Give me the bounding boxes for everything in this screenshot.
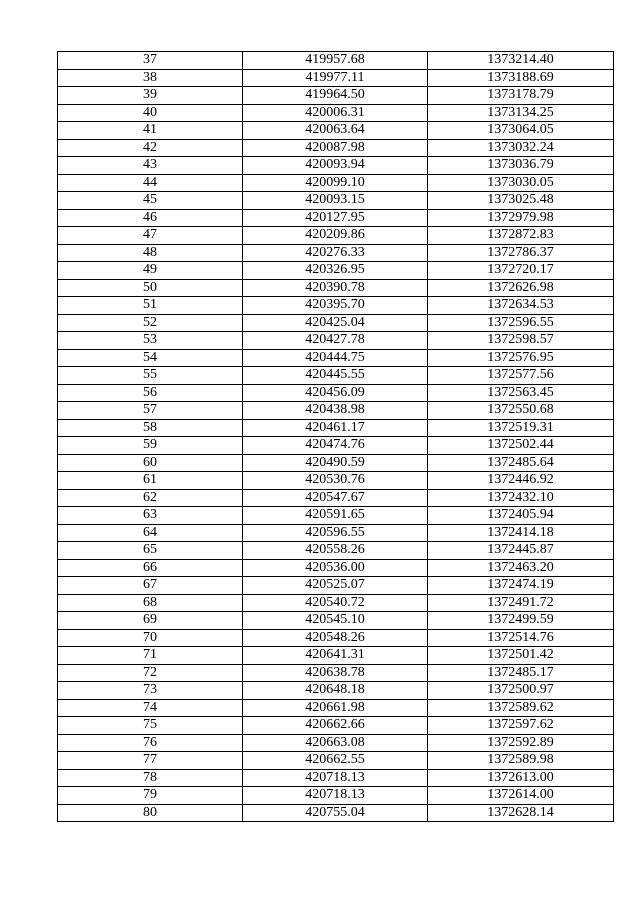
- y-coordinate-cell: 1372500.97: [428, 682, 614, 700]
- point-number-cell: 58: [58, 419, 243, 437]
- point-number-cell: 53: [58, 332, 243, 350]
- y-coordinate-cell: 1373178.79: [428, 87, 614, 105]
- table-row: [58, 262, 614, 280]
- table-row: [58, 104, 614, 122]
- table-row: [58, 507, 614, 525]
- point-number-cell: 40: [58, 104, 243, 122]
- y-coordinate-cell: 1372514.76: [428, 629, 614, 647]
- table-row: [58, 647, 614, 665]
- x-coordinate-cell: 420425.04: [243, 314, 428, 332]
- point-number-cell: 56: [58, 384, 243, 402]
- table-row: [58, 682, 614, 700]
- y-coordinate-cell: 1372446.92: [428, 472, 614, 490]
- table-row: [58, 244, 614, 262]
- y-coordinate-cell: 1372592.89: [428, 734, 614, 752]
- point-number-cell: 76: [58, 734, 243, 752]
- table-row: [58, 454, 614, 472]
- y-coordinate-cell: 1372485.17: [428, 664, 614, 682]
- x-coordinate-cell: 420663.08: [243, 734, 428, 752]
- x-coordinate-cell: 420456.09: [243, 384, 428, 402]
- y-coordinate-cell: 1372872.83: [428, 227, 614, 245]
- y-coordinate-cell: 1372485.64: [428, 454, 614, 472]
- x-coordinate-cell: 420093.15: [243, 192, 428, 210]
- table-row: [58, 594, 614, 612]
- point-number-cell: 79: [58, 787, 243, 805]
- x-coordinate-cell: 420718.13: [243, 787, 428, 805]
- x-coordinate-cell: 420093.94: [243, 157, 428, 175]
- table-row: [58, 87, 614, 105]
- x-coordinate-cell: 420525.07: [243, 577, 428, 595]
- y-coordinate-cell: 1372626.98: [428, 279, 614, 297]
- table-row: [58, 332, 614, 350]
- x-coordinate-cell: 420548.26: [243, 629, 428, 647]
- x-coordinate-cell: 420127.95: [243, 209, 428, 227]
- y-coordinate-cell: 1372614.00: [428, 787, 614, 805]
- point-number-cell: 50: [58, 279, 243, 297]
- y-coordinate-cell: 1372979.98: [428, 209, 614, 227]
- x-coordinate-cell: 420006.31: [243, 104, 428, 122]
- point-number-cell: 75: [58, 717, 243, 735]
- y-coordinate-cell: 1373032.24: [428, 139, 614, 157]
- x-coordinate-cell: 420326.95: [243, 262, 428, 280]
- table-row: [58, 122, 614, 140]
- table-row: [58, 297, 614, 315]
- point-number-cell: 51: [58, 297, 243, 315]
- x-coordinate-cell: 420063.64: [243, 122, 428, 140]
- point-number-cell: 49: [58, 262, 243, 280]
- point-number-cell: 57: [58, 402, 243, 420]
- x-coordinate-cell: 420661.98: [243, 699, 428, 717]
- table-row: [58, 209, 614, 227]
- table-row: [58, 787, 614, 805]
- y-coordinate-cell: 1372432.10: [428, 489, 614, 507]
- y-coordinate-cell: 1372613.00: [428, 769, 614, 787]
- x-coordinate-cell: 420276.33: [243, 244, 428, 262]
- x-coordinate-cell: 419964.50: [243, 87, 428, 105]
- table-row: [58, 612, 614, 630]
- point-number-cell: 70: [58, 629, 243, 647]
- x-coordinate-cell: 420547.67: [243, 489, 428, 507]
- point-number-cell: 78: [58, 769, 243, 787]
- table-row: [58, 489, 614, 507]
- y-coordinate-cell: 1373025.48: [428, 192, 614, 210]
- x-coordinate-cell: 420445.55: [243, 367, 428, 385]
- y-coordinate-cell: 1372550.68: [428, 402, 614, 420]
- point-number-cell: 54: [58, 349, 243, 367]
- x-coordinate-cell: 420662.66: [243, 717, 428, 735]
- y-coordinate-cell: 1372414.18: [428, 524, 614, 542]
- point-number-cell: 42: [58, 139, 243, 157]
- x-coordinate-cell: 420490.59: [243, 454, 428, 472]
- y-coordinate-cell: 1372720.17: [428, 262, 614, 280]
- x-coordinate-cell: 420395.70: [243, 297, 428, 315]
- point-number-cell: 64: [58, 524, 243, 542]
- x-coordinate-cell: 420648.18: [243, 682, 428, 700]
- x-coordinate-cell: 420530.76: [243, 472, 428, 490]
- y-coordinate-cell: 1373134.25: [428, 104, 614, 122]
- y-coordinate-cell: 1372491.72: [428, 594, 614, 612]
- table-row: [58, 559, 614, 577]
- table-row: [58, 174, 614, 192]
- y-coordinate-cell: 1372474.19: [428, 577, 614, 595]
- x-coordinate-cell: 420474.76: [243, 437, 428, 455]
- point-number-cell: 63: [58, 507, 243, 525]
- table-row: [58, 192, 614, 210]
- document-page: [57, 51, 613, 822]
- table-row: [58, 419, 614, 437]
- table-row: [58, 717, 614, 735]
- x-coordinate-cell: 420536.00: [243, 559, 428, 577]
- point-number-cell: 66: [58, 559, 243, 577]
- coordinates-table: [57, 51, 614, 822]
- table-row: [58, 349, 614, 367]
- point-number-cell: 39: [58, 87, 243, 105]
- table-row: [58, 69, 614, 87]
- y-coordinate-cell: 1372563.45: [428, 384, 614, 402]
- table-row: [58, 437, 614, 455]
- point-number-cell: 45: [58, 192, 243, 210]
- y-coordinate-cell: 1372576.95: [428, 349, 614, 367]
- x-coordinate-cell: 420209.86: [243, 227, 428, 245]
- point-number-cell: 44: [58, 174, 243, 192]
- point-number-cell: 41: [58, 122, 243, 140]
- y-coordinate-cell: 1372405.94: [428, 507, 614, 525]
- table-row: [58, 139, 614, 157]
- y-coordinate-cell: 1372596.55: [428, 314, 614, 332]
- x-coordinate-cell: 420087.98: [243, 139, 428, 157]
- point-number-cell: 60: [58, 454, 243, 472]
- y-coordinate-cell: 1372463.20: [428, 559, 614, 577]
- table-row: [58, 629, 614, 647]
- point-number-cell: 46: [58, 209, 243, 227]
- table-row: [58, 734, 614, 752]
- point-number-cell: 62: [58, 489, 243, 507]
- point-number-cell: 74: [58, 699, 243, 717]
- y-coordinate-cell: 1373030.05: [428, 174, 614, 192]
- x-coordinate-cell: 420641.31: [243, 647, 428, 665]
- x-coordinate-cell: 420427.78: [243, 332, 428, 350]
- table-row: [58, 472, 614, 490]
- y-coordinate-cell: 1372597.62: [428, 717, 614, 735]
- table-row: [58, 542, 614, 560]
- table-row: [58, 769, 614, 787]
- x-coordinate-cell: 420444.75: [243, 349, 428, 367]
- table-row: [58, 279, 614, 297]
- point-number-cell: 67: [58, 577, 243, 595]
- table-row: [58, 664, 614, 682]
- table-row: [58, 577, 614, 595]
- point-number-cell: 61: [58, 472, 243, 490]
- y-coordinate-cell: 1373064.05: [428, 122, 614, 140]
- x-coordinate-cell: 420591.65: [243, 507, 428, 525]
- y-coordinate-cell: 1373036.79: [428, 157, 614, 175]
- point-number-cell: 77: [58, 752, 243, 770]
- table-row: [58, 524, 614, 542]
- table-row: [58, 804, 614, 822]
- point-number-cell: 47: [58, 227, 243, 245]
- y-coordinate-cell: 1372628.14: [428, 804, 614, 822]
- y-coordinate-cell: 1372786.37: [428, 244, 614, 262]
- point-number-cell: 72: [58, 664, 243, 682]
- table-row: [58, 752, 614, 770]
- point-number-cell: 73: [58, 682, 243, 700]
- y-coordinate-cell: 1372577.56: [428, 367, 614, 385]
- y-coordinate-cell: 1372501.42: [428, 647, 614, 665]
- x-coordinate-cell: 420540.72: [243, 594, 428, 612]
- table-row: [58, 157, 614, 175]
- y-coordinate-cell: 1373188.69: [428, 69, 614, 87]
- y-coordinate-cell: 1372589.62: [428, 699, 614, 717]
- table-row: [58, 384, 614, 402]
- table-row: [58, 314, 614, 332]
- table-row: [58, 699, 614, 717]
- y-coordinate-cell: 1372634.53: [428, 297, 614, 315]
- point-number-cell: 71: [58, 647, 243, 665]
- y-coordinate-cell: 1373214.40: [428, 52, 614, 70]
- x-coordinate-cell: 420718.13: [243, 769, 428, 787]
- y-coordinate-cell: 1372598.57: [428, 332, 614, 350]
- point-number-cell: 59: [58, 437, 243, 455]
- x-coordinate-cell: 419977.11: [243, 69, 428, 87]
- x-coordinate-cell: 420638.78: [243, 664, 428, 682]
- x-coordinate-cell: 420390.78: [243, 279, 428, 297]
- x-coordinate-cell: 420755.04: [243, 804, 428, 822]
- table-row: [58, 227, 614, 245]
- x-coordinate-cell: 420099.10: [243, 174, 428, 192]
- x-coordinate-cell: 420596.55: [243, 524, 428, 542]
- point-number-cell: 80: [58, 804, 243, 822]
- table-row: [58, 402, 614, 420]
- x-coordinate-cell: 420461.17: [243, 419, 428, 437]
- point-number-cell: 52: [58, 314, 243, 332]
- x-coordinate-cell: 420662.55: [243, 752, 428, 770]
- point-number-cell: 37: [58, 52, 243, 70]
- y-coordinate-cell: 1372499.59: [428, 612, 614, 630]
- coordinates-table-body: [58, 52, 614, 822]
- point-number-cell: 48: [58, 244, 243, 262]
- point-number-cell: 65: [58, 542, 243, 560]
- point-number-cell: 69: [58, 612, 243, 630]
- point-number-cell: 43: [58, 157, 243, 175]
- x-coordinate-cell: 419957.68: [243, 52, 428, 70]
- x-coordinate-cell: 420438.98: [243, 402, 428, 420]
- x-coordinate-cell: 420558.26: [243, 542, 428, 560]
- point-number-cell: 38: [58, 69, 243, 87]
- table-row: [58, 52, 614, 70]
- y-coordinate-cell: 1372502.44: [428, 437, 614, 455]
- table-row: [58, 367, 614, 385]
- y-coordinate-cell: 1372589.98: [428, 752, 614, 770]
- y-coordinate-cell: 1372519.31: [428, 419, 614, 437]
- point-number-cell: 55: [58, 367, 243, 385]
- point-number-cell: 68: [58, 594, 243, 612]
- y-coordinate-cell: 1372445.87: [428, 542, 614, 560]
- x-coordinate-cell: 420545.10: [243, 612, 428, 630]
